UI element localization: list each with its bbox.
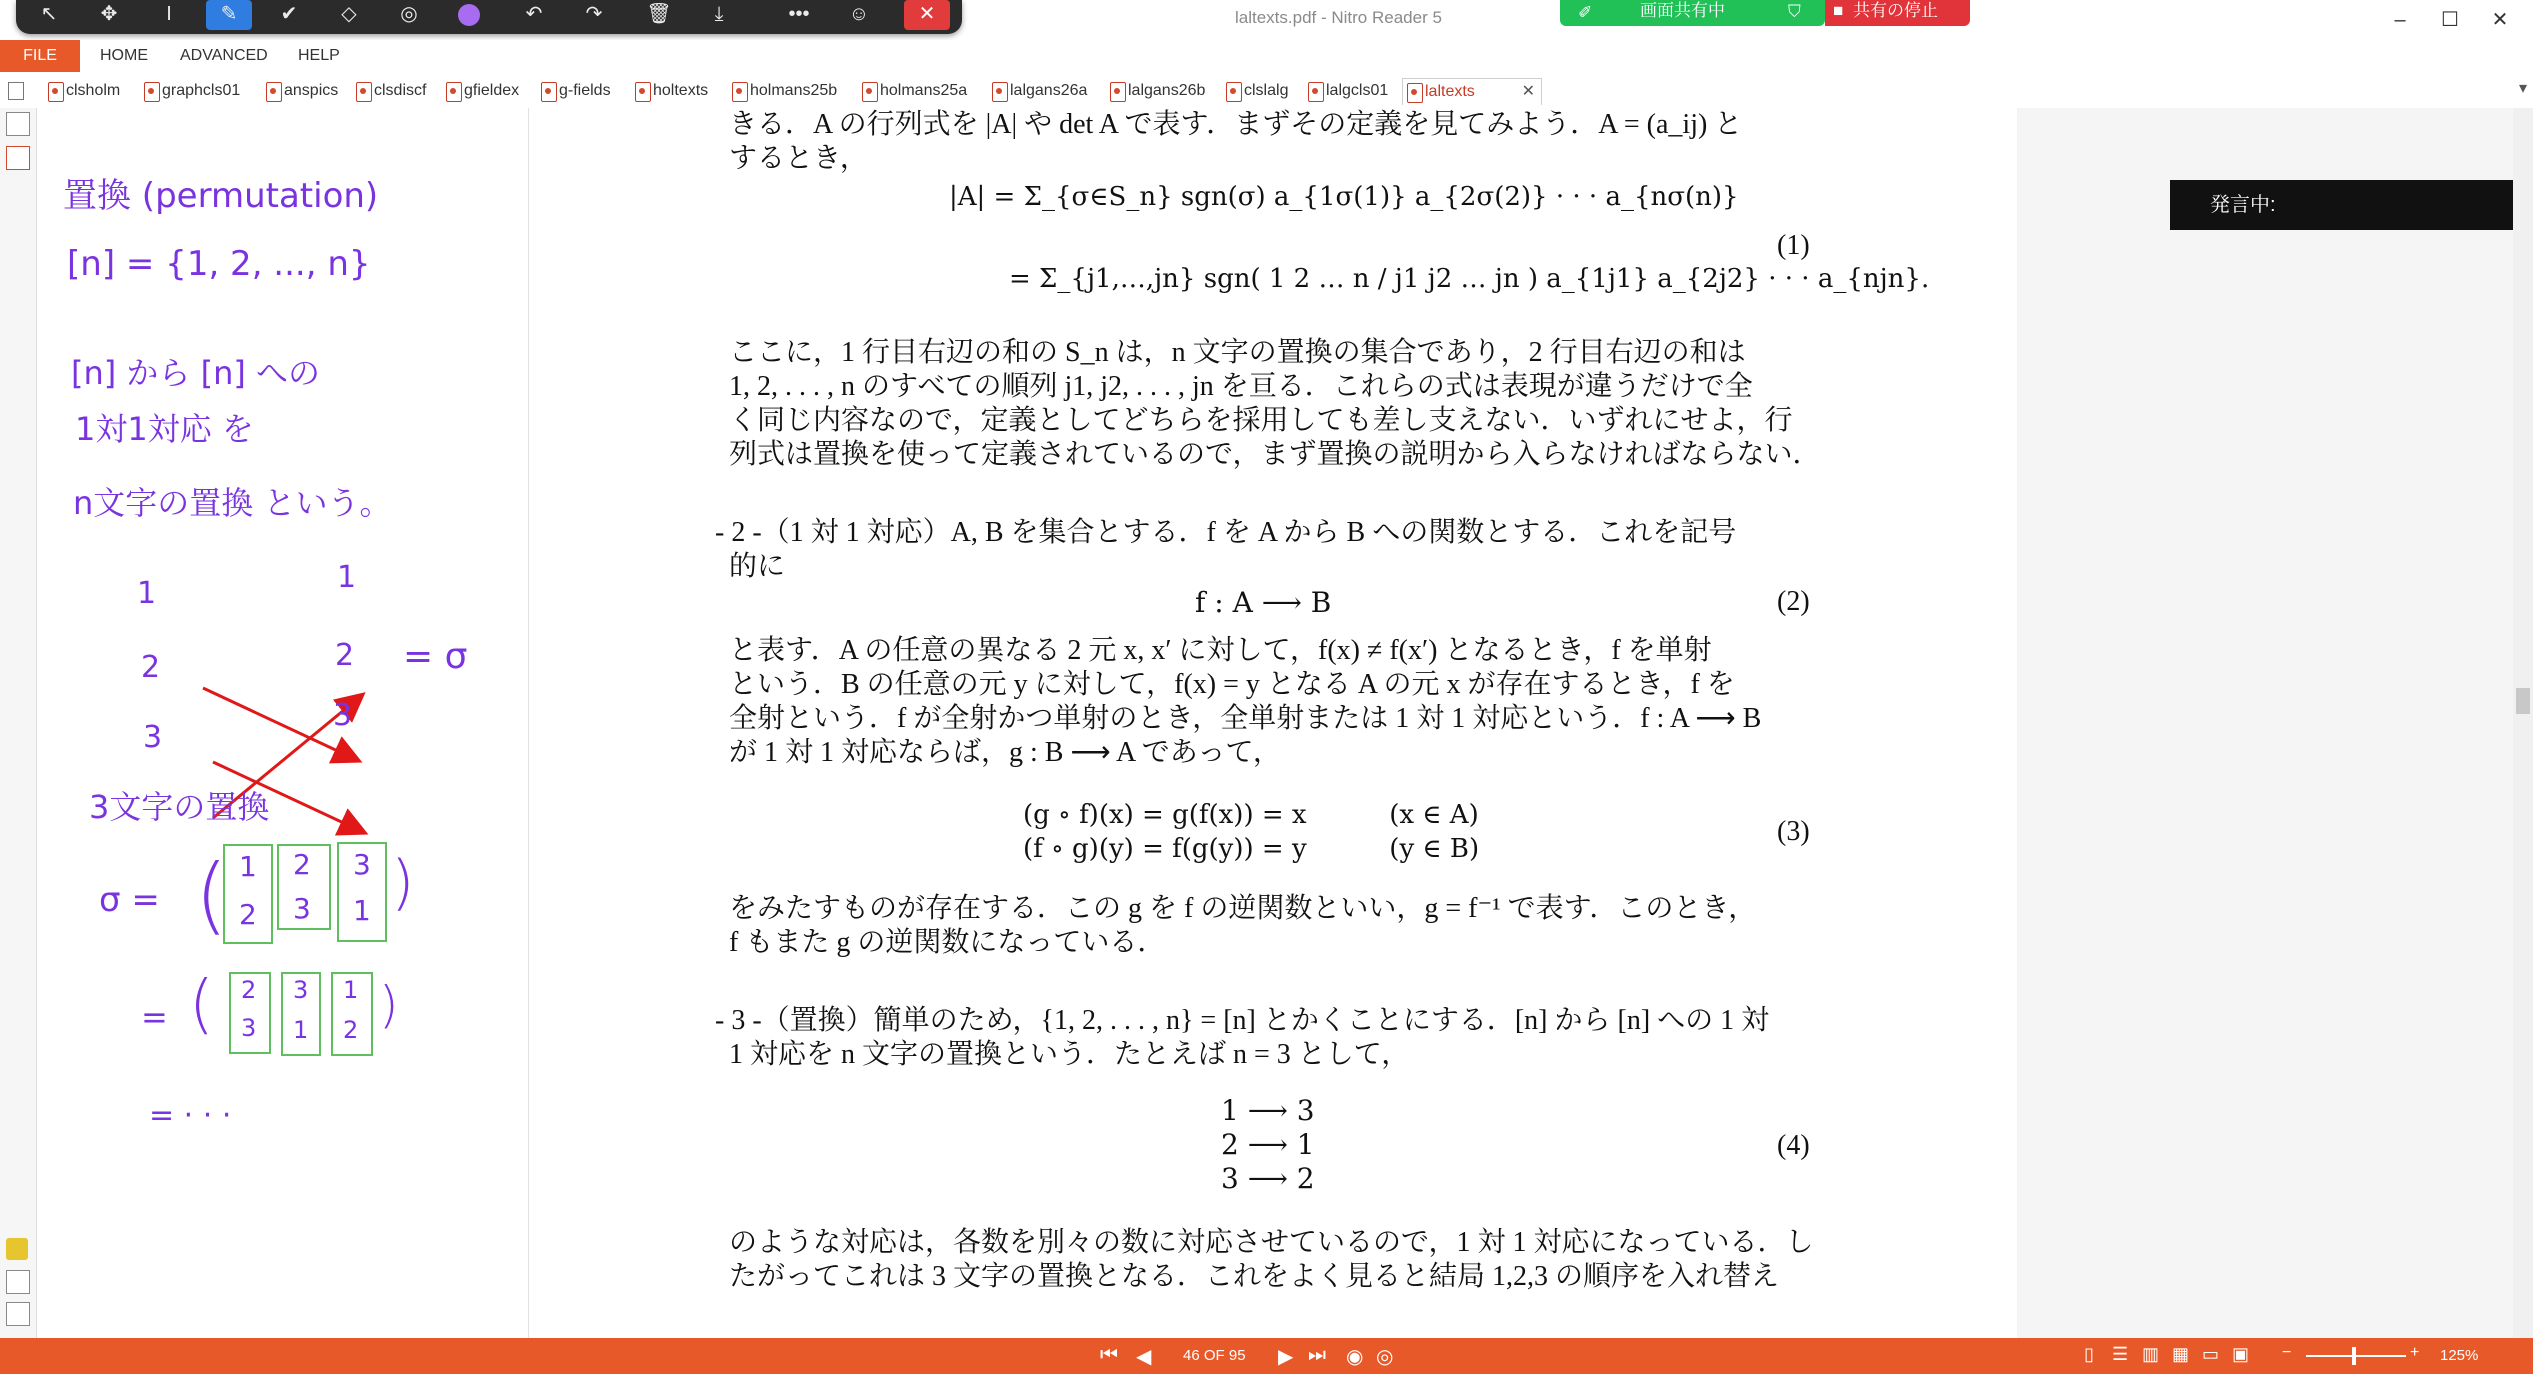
pdf-icon	[1407, 83, 1423, 103]
trash-icon[interactable]: 🗑	[646, 3, 672, 25]
prev-page-icon[interactable]: ◀	[1136, 1346, 1152, 1368]
redo-icon[interactable]: ↷	[585, 3, 603, 25]
text-line: のような対応は，各数を別々の数に対応させているので，1 対 1 対応になっている．し	[729, 1227, 1814, 1258]
zoom-slider-handle[interactable]	[2352, 1347, 2356, 1365]
scrollbar-thumb[interactable]	[2516, 688, 2530, 714]
map-left-2: 2	[141, 650, 161, 685]
stop-sharing-button[interactable]	[1825, 0, 1970, 26]
pages-icon[interactable]	[6, 112, 30, 136]
stop-sharing-label: 共有の停止	[1853, 1, 1938, 20]
stop-icon: ■	[1833, 1, 1844, 20]
pen-icon[interactable]: ✎	[206, 0, 252, 30]
window-title: laltexts.pdf - Nitro Reader 5	[1235, 8, 1442, 27]
equation-2: f : A ⟶ B	[1195, 586, 1332, 619]
tab-label: clslalg	[1244, 82, 1289, 99]
equation-number: (3)	[1777, 816, 1810, 847]
matrix-cell: 1	[353, 894, 371, 927]
matrix-column-box	[229, 972, 271, 1054]
text-line: と表す．A の任意の異なる 2 元 x, x′ に対して，f(x) ≠ f(x′) となるとき，f を単射	[729, 635, 1712, 666]
text-line: きる．A の行列式を |A| や det A で表す．まずその定義を見てみよう．A = (a_ij) と	[729, 109, 1743, 140]
pdf-icon	[635, 82, 651, 102]
menu-bar	[0, 40, 2533, 72]
shield-icon: ⛉	[1788, 2, 1801, 21]
map-left-3: 3	[143, 720, 163, 755]
maximize-button[interactable]: ☐	[2441, 9, 2459, 31]
tab-lalgans26b[interactable]	[1106, 78, 1205, 104]
next-page-icon[interactable]: ▶	[1278, 1346, 1294, 1368]
note-sigma-equals: = σ	[403, 636, 468, 677]
zoom-in-icon[interactable]: +	[2410, 1344, 2420, 1361]
pdf-icon	[541, 82, 557, 102]
text-line: f もまた g の逆関数になっている．	[729, 927, 1166, 958]
sharing-indicator	[1560, 0, 1825, 26]
tab-clsholm[interactable]	[44, 78, 120, 104]
tab-anspics[interactable]	[262, 78, 338, 104]
zoom-out-icon[interactable]: −	[2282, 1344, 2292, 1361]
pdf-icon	[1110, 82, 1126, 102]
tab-label: clsdiscf	[374, 82, 427, 99]
equation-number: (2)	[1777, 586, 1810, 617]
pin-icon: ✐	[1578, 3, 1593, 22]
paren-right: )	[391, 848, 415, 918]
tab-label: anspics	[284, 82, 339, 99]
note-line-2: 1対1対応 を	[75, 410, 254, 448]
matrix-cell: 1	[239, 850, 257, 883]
matrix-column-box	[277, 844, 331, 930]
tab-label: clsholm	[66, 82, 121, 99]
note-equals: =	[141, 998, 168, 1036]
map-right-1: 1	[337, 560, 357, 595]
last-page-icon[interactable]: ⏭	[1308, 1344, 1326, 1366]
equation-3a: (g ∘ f)(x) = g(f(x)) = x (x ∈ A)	[1023, 800, 1479, 830]
bookmarks-icon[interactable]	[6, 146, 30, 170]
zoom-slider[interactable]	[2306, 1355, 2406, 1357]
text-line: 1, 2, . . . , n のすべての順列 j1, j2, . . . , jn を亘る．これらの式は表現が違うだけで全	[729, 371, 1753, 402]
matrix-cell: 2	[293, 848, 311, 881]
text-line: 1 対応を n 文字の置換という．たとえば n = 3 として，	[729, 1039, 1410, 1070]
close-tab-icon[interactable]: ✕	[1521, 83, 1535, 100]
text-line: く同じ内容なので，定義としてどちらを採用しても差し支えない．いずれにせよ，行	[729, 405, 1793, 436]
pdf-icon	[862, 82, 878, 102]
tab-overflow-icon[interactable]: ▾	[2518, 80, 2527, 97]
vertical-scrollbar[interactable]	[2513, 108, 2533, 1338]
fit-width-icon[interactable]: ▭	[2202, 1344, 2220, 1364]
map-left-1: 1	[137, 576, 157, 611]
pdf-icon	[266, 82, 282, 102]
comments-icon[interactable]	[6, 1238, 28, 1260]
close-window-button[interactable]: ✕	[2491, 9, 2509, 31]
tab-g-fields[interactable]	[537, 78, 611, 104]
note-set-definition: [n] = {1, 2, ..., n}	[67, 244, 371, 284]
matrix-cell: 2	[239, 898, 257, 931]
pdf-icon	[992, 82, 1008, 102]
eraser-icon[interactable]: ◇	[341, 3, 357, 25]
equation-4-line: 1 ⟶ 3	[1221, 1094, 1315, 1127]
note-sigma-label: σ =	[99, 880, 160, 920]
page-icon[interactable]	[8, 82, 24, 100]
paren-left: (	[189, 968, 214, 1042]
move-icon[interactable]: ✥	[100, 3, 118, 25]
tab-graphcls01[interactable]	[140, 78, 240, 104]
menu-advanced[interactable]: ADVANCED	[180, 47, 268, 64]
tab-label: laltexts	[1425, 83, 1475, 100]
page-indicator[interactable]: 46 OF 95	[1183, 1347, 1246, 1364]
speaking-indicator: 発言中:	[2170, 180, 2513, 230]
select-arrow-icon[interactable]: ↖	[40, 3, 58, 25]
tab-label: holmans25a	[880, 82, 968, 99]
equation-3b: (f ∘ g)(y) = f(g(y)) = y (y ∈ B)	[1023, 834, 1480, 864]
share-banner	[1560, 0, 1970, 26]
tab-holtexts[interactable]	[631, 78, 708, 104]
equation-1a: |A| = Σ_{σ∈S_n} sgn(σ) a_{1σ(1)} a_{2σ(2)} · · · a_{nσ(n)}	[949, 182, 1739, 212]
continuous-view-icon[interactable]: ☰	[2112, 1344, 2129, 1364]
facing-continuous-icon[interactable]: ▦	[2172, 1344, 2190, 1364]
sharing-label: 画面共有中	[1640, 1, 1725, 20]
left-sidebar	[0, 108, 37, 1338]
document-view[interactable]	[529, 108, 2018, 1338]
pdf-icon	[446, 82, 462, 102]
matrix-cell: 2	[241, 976, 257, 1004]
matrix-cell: 3	[241, 1014, 257, 1042]
equation-4-line: 3 ⟶ 2	[1221, 1162, 1315, 1195]
equation-4-line: 2 ⟶ 1	[1221, 1128, 1315, 1161]
zoom-level[interactable]: 125%	[2440, 1347, 2479, 1364]
map-right-2: 2	[335, 638, 355, 673]
menu-home[interactable]: HOME	[100, 47, 148, 64]
paren-left: (	[195, 846, 228, 944]
annotation-toolbar	[16, 0, 962, 34]
tab-label: lalgans26a	[1010, 82, 1088, 99]
stamp-icon[interactable]: ◎	[400, 3, 418, 25]
tab-gfieldex[interactable]	[442, 78, 519, 104]
matrix-column-box	[281, 972, 321, 1056]
text-line: ここに，1 行目右辺の和の S_n は，n 文字の置換の集合であり，2 行目右辺の和は	[729, 337, 1746, 368]
menu-file[interactable]: FILE	[0, 40, 80, 72]
previous-view-icon[interactable]: ◉	[1346, 1346, 1364, 1368]
tab-holmans25a[interactable]	[858, 78, 967, 104]
matrix-column-box	[337, 842, 387, 942]
tab-label: lalgans26b	[1128, 82, 1206, 99]
pdf-icon	[356, 82, 372, 102]
output-icon[interactable]	[6, 1302, 30, 1326]
pdf-icon	[1226, 82, 1242, 102]
tab-label: g-fields	[559, 82, 611, 99]
tab-laltexts[interactable]	[1402, 78, 1542, 105]
tab-holmans25b[interactable]	[728, 78, 837, 104]
text-line: 的に	[729, 551, 786, 582]
document-tabs	[0, 72, 2533, 109]
minimize-button[interactable]: –	[2394, 9, 2406, 31]
text-line: が 1 対 1 対応ならば，g : B ⟶ A であって，	[729, 737, 1281, 768]
tab-clslalg[interactable]	[1222, 78, 1288, 104]
single-page-view-icon[interactable]: ▯	[2084, 1344, 2094, 1364]
tab-label: graphcls01	[162, 82, 241, 99]
user-icon[interactable]: ☺	[848, 3, 870, 25]
matrix-cell: 3	[293, 892, 311, 925]
map-right-3: 3	[333, 698, 353, 733]
matrix-cell: 3	[353, 848, 371, 881]
undo-icon[interactable]: ↶	[525, 3, 543, 25]
section-heading: - 3 -（置換）簡単のため，{1, 2, . . . , n} = [n] とかくことにする．[n] から [n] への 1 対	[715, 1005, 1770, 1036]
pdf-icon	[48, 82, 64, 102]
pdf-icon	[144, 82, 160, 102]
download-icon[interactable]: ⤓	[714, 3, 724, 25]
tab-label: gfieldex	[464, 82, 520, 99]
pdf-page	[529, 108, 2017, 1338]
matrix-cell: 3	[293, 976, 309, 1004]
note-heading: 置換 (permutation)	[63, 176, 379, 216]
matrix-column-box	[331, 972, 373, 1056]
tab-label: holtexts	[653, 82, 709, 99]
equation-1b: = Σ_{j1,…,jn} sgn( 1 2 … n / j1 j2 … jn ) a_{1j1} a_{2j2} · · · a_{njn}.	[1009, 264, 1930, 294]
note-dots: = · · ·	[149, 1098, 232, 1133]
first-page-icon[interactable]: ⏮	[1100, 1344, 1118, 1366]
tab-lalgans26a[interactable]	[988, 78, 1087, 104]
note-line-1: [n] から [n] への	[71, 354, 321, 392]
equation-number: (1)	[1777, 230, 1810, 261]
next-view-icon[interactable]: ◎	[1376, 1346, 1394, 1368]
pdf-icon	[1308, 82, 1324, 102]
equation-number: (4)	[1777, 1130, 1810, 1161]
matrix-cell: 1	[343, 976, 359, 1004]
fit-page-icon[interactable]: ▣	[2232, 1344, 2250, 1364]
status-bar	[0, 1338, 2533, 1374]
section-heading: - 2 -（1 対 1 対応）A, B を集合とする．f を A から B への関数とする．これを記号	[715, 517, 1737, 548]
color-picker-icon[interactable]	[446, 0, 492, 30]
note-three-letter: 3文字の置換	[89, 788, 270, 826]
check-icon[interactable]: ✔	[280, 3, 298, 25]
tab-label: lalgcls01	[1326, 82, 1389, 99]
matrix-column-box	[223, 844, 273, 944]
close-toolbar-icon[interactable]: ✕	[904, 0, 950, 30]
text-line: をみたすものが存在する．この g を f の逆関数といい，g = f⁻¹ で表す．このとき，	[729, 893, 1757, 924]
right-pane	[2018, 108, 2513, 1338]
tab-lalgcls01[interactable]	[1304, 78, 1388, 104]
paren-right: )	[379, 976, 399, 1034]
attachments-icon[interactable]	[6, 1270, 30, 1294]
tab-label: holmans25b	[750, 82, 838, 99]
pdf-icon	[732, 82, 748, 102]
text-cursor-icon[interactable]: I	[166, 3, 172, 25]
note-line-3: n文字の置換 という。	[73, 484, 392, 522]
text-line: 全射という．f が全射かつ単射のとき，全単射または 1 対 1 対応という．f : A ⟶ B	[729, 703, 1762, 734]
menu-help[interactable]: HELP	[298, 47, 340, 64]
more-icon[interactable]: •••	[788, 3, 810, 25]
text-line: するとき，	[729, 143, 868, 174]
tab-clsdiscf[interactable]	[352, 78, 426, 104]
matrix-cell: 1	[293, 1016, 309, 1044]
handwritten-notes-panel	[37, 108, 529, 1338]
text-line: という．B の任意の元 y に対して，f(x) = y となる A の元 x が存在するとき，f を	[729, 669, 1735, 700]
matrix-cell: 2	[343, 1016, 359, 1044]
facing-view-icon[interactable]: ▥	[2142, 1344, 2160, 1364]
text-line: 列式は置換を使って定義されているので，まず置換の説明から入らなければならない．	[729, 439, 1821, 470]
text-line: たがってこれは 3 文字の置換となる．これをよく見ると結局 1,2,3 の順序を入れ替え	[729, 1261, 1780, 1292]
